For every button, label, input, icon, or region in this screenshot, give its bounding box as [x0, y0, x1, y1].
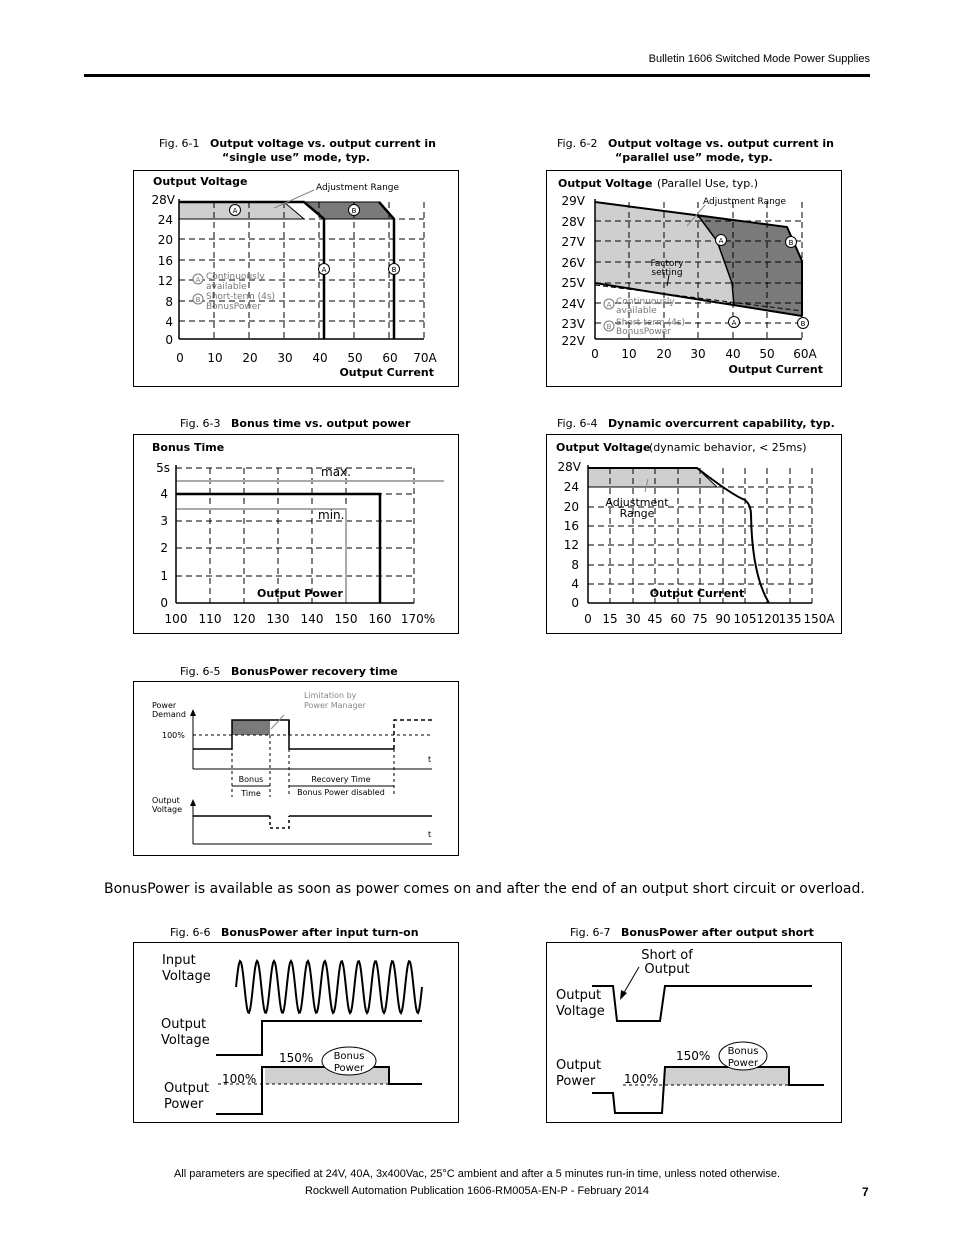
- svg-text:B: B: [195, 296, 201, 304]
- fig6-ov-label-1: Output: [161, 1017, 207, 1032]
- fig2-number: Fig. 6-2: [557, 137, 598, 150]
- fig1-title-line1: Output voltage vs. output current in: [210, 137, 436, 150]
- fig2-xtick: 60A: [793, 347, 817, 361]
- fig1-area-continuous: [179, 202, 304, 219]
- fig4-ytick: 8: [571, 558, 579, 572]
- fig4-xticks: [584, 612, 835, 626]
- fig3-ytick: 3: [160, 514, 168, 528]
- fig1-annotation: Adjustment Range: [316, 183, 400, 193]
- fig4-title: Dynamic overcurrent capability, typ.: [608, 417, 835, 430]
- fig6-svg: [134, 943, 460, 1124]
- fig7-title: BonusPower after output short: [621, 926, 814, 939]
- fig3-xtick: 130: [266, 612, 290, 626]
- fig2-ytick: 23V: [561, 317, 585, 331]
- fig6-input-label-1: Input: [162, 953, 196, 968]
- fig1-ylabel: Output Voltage: [153, 175, 248, 188]
- fig1-xtick: 40: [312, 351, 328, 365]
- fig1-marker-a-top: [230, 205, 241, 216]
- fig4-ytick: 0: [571, 596, 579, 610]
- fig3-ytick: 4: [160, 487, 168, 501]
- fig6-100pct: 100%: [222, 1072, 257, 1086]
- fig7-100pct: 100%: [624, 1072, 659, 1086]
- fig3-xticks: [165, 612, 436, 626]
- svg-text:A: A: [195, 276, 201, 284]
- fig4-xtick: 0: [584, 612, 592, 626]
- fig5-output-arrow: [190, 799, 196, 806]
- fig4-ytick: 24: [563, 480, 579, 494]
- fig4-ytick: 28V: [557, 460, 581, 474]
- fig1-ytick: 20: [157, 233, 173, 247]
- fig6-bonus-2: Power: [333, 1063, 365, 1074]
- fig7-caption: [570, 926, 814, 939]
- fig6-150pct: 150%: [279, 1051, 314, 1065]
- fig1-legend: [193, 272, 275, 312]
- fig1-xtick: 70A: [413, 351, 437, 365]
- fig2-legend: [604, 297, 685, 337]
- fig4-xtick: 105: [733, 612, 757, 626]
- fig2-marker-b-bot: [798, 318, 809, 329]
- fig4-xtick: 30: [625, 612, 641, 626]
- fig7-svg: [547, 943, 843, 1124]
- fig6-bonus-1: Bonus: [333, 1051, 365, 1062]
- fig1-ytick: 16: [157, 254, 173, 268]
- fig1-xlabel: Output Current: [339, 366, 434, 379]
- fig7-short-leader: [622, 967, 639, 996]
- fig1-xtick: 20: [242, 351, 258, 365]
- fig4-ytick: 20: [563, 500, 579, 514]
- fig1-marker-b-top: [349, 205, 360, 216]
- body-paragraph: BonusPower is available as soon as power comes on and after the end of an output short circuit or overload.: [104, 881, 865, 897]
- fig4-ytick: 16: [563, 519, 579, 533]
- fig1-xtick: 30: [277, 351, 293, 365]
- fig5-time-label: Time: [241, 789, 261, 798]
- fig5-power-label-2: Demand: [152, 710, 186, 719]
- fig2-title-line2: “parallel use” mode, typ.: [615, 151, 773, 164]
- fig1-legend-a2: available: [206, 282, 247, 292]
- svg-text:A: A: [606, 301, 612, 309]
- fig4-xtick: 135: [778, 612, 802, 626]
- fig4-ylabel-note: (dynamic behavior, < 25ms): [649, 441, 807, 454]
- fig1-marker-b-vert: [389, 264, 400, 275]
- fig7-ov-label-1: Output: [556, 988, 602, 1003]
- fig3-grid: [176, 468, 414, 603]
- fig2-ylabel: Output Voltage: [558, 177, 653, 190]
- svg-text:B: B: [800, 320, 806, 328]
- fig5-demand-arrow: [190, 709, 196, 716]
- fig4-caption: [557, 417, 835, 430]
- fig5-t-top: t: [428, 755, 432, 764]
- fig2-ytick: 26V: [561, 256, 585, 270]
- fig5-output-label-1: Output: [152, 796, 180, 805]
- footer-publication: Rockwell Automation Publication 1606-RM005A-EN-P - February 2014: [304, 1185, 650, 1197]
- fig4-area: [588, 468, 717, 487]
- fig5-recovery-label: Recovery Time: [311, 775, 371, 784]
- fig1-legend-b1: Short-term (4s): [206, 292, 276, 302]
- svg-text:B: B: [351, 207, 357, 215]
- fig1-xtick: 50: [347, 351, 363, 365]
- fig2-marker-a-bot: [729, 317, 740, 328]
- fig1-xtick: 10: [207, 351, 223, 365]
- fig2-legend-b2: BonusPower: [616, 327, 671, 337]
- fig3-number: Fig. 6-3: [180, 417, 221, 430]
- fig3-title: Bonus time vs. output power: [231, 417, 411, 430]
- fig7-bonus-1: Bonus: [727, 1046, 759, 1057]
- fig5-power-label-1: Power: [152, 701, 177, 710]
- fig4-grid: [588, 468, 812, 603]
- fig3-svg: [134, 435, 460, 635]
- fig4-xtick: 45: [647, 612, 663, 626]
- fig2-ytick: 22V: [561, 334, 585, 348]
- fig1-number: Fig. 6-1: [159, 137, 200, 150]
- fig5-number: Fig. 6-5: [180, 665, 221, 678]
- fig5-diagram: [133, 681, 459, 856]
- fig6-number: Fig. 6-6: [170, 926, 211, 939]
- fig7-short-1: Short of: [641, 948, 693, 963]
- fig2-ytick: 28V: [561, 215, 585, 229]
- fig7-op-label-1: Output: [556, 1058, 602, 1073]
- fig3-xtick: 120: [232, 612, 256, 626]
- fig7-short-2: Output: [644, 962, 690, 977]
- fig7-150pct: 150%: [676, 1049, 711, 1063]
- fig4-annotation-line1: Adjustment: [605, 496, 669, 509]
- fig3-max-label: max.: [321, 465, 351, 479]
- fig5-limited-area: [232, 720, 270, 735]
- fig4-chart: [546, 434, 842, 634]
- fig2-xtick: 40: [725, 347, 741, 361]
- footer-note: All parameters are specified at 24V, 40A, 3x400Vac, 25°C ambient and after a 5 minutes run-in time, unless noted otherwise.: [173, 1168, 781, 1180]
- fig3-xtick: 170%: [400, 612, 436, 626]
- fig1-ytick: 8: [165, 295, 173, 309]
- fig2-ylabel-note: (Parallel Use, typ.): [657, 177, 759, 190]
- fig3-yticks: [156, 461, 170, 610]
- fig6-input-label-2: Voltage: [162, 969, 211, 984]
- fig1-title-line2: “single use” mode, typ.: [222, 151, 371, 164]
- svg-text:A: A: [731, 319, 737, 327]
- fig2-marker-a-top: [716, 235, 727, 246]
- fig1-xticks: [176, 351, 437, 365]
- fig4-xtick: 90: [715, 612, 731, 626]
- fig3-xtick: 160: [368, 612, 392, 626]
- fig1-yticks: [152, 193, 176, 347]
- fig5-100pct: 100%: [162, 731, 185, 740]
- fig1-legend-b2: BonusPower: [206, 302, 261, 312]
- fig2-xticks: [591, 347, 817, 361]
- fig2-factory-line2: setting: [651, 268, 683, 278]
- fig2-annotation: Adjustment Range: [703, 197, 787, 207]
- fig7-short-arrow: [620, 990, 627, 1000]
- fig6-diagram: [133, 942, 459, 1123]
- fig3-min-label: min.: [318, 508, 345, 522]
- fig2-ytick: 25V: [561, 276, 585, 290]
- fig1-legend-a1: Continuously: [206, 272, 265, 282]
- fig6-caption: [170, 926, 419, 939]
- fig5-output-label-2: Voltage: [152, 805, 183, 814]
- fig4-yticks: [558, 460, 582, 610]
- fig2-caption: [557, 137, 834, 150]
- fig3-ytick: 2: [160, 541, 168, 555]
- fig5-t-bottom: t: [428, 830, 432, 839]
- fig7-bonus-area: [665, 1067, 789, 1085]
- fig5-bonus-label: Bonus: [238, 775, 264, 784]
- fig2-yticks: [562, 194, 586, 348]
- fig3-xtick: 110: [198, 612, 222, 626]
- fig4-xtick: 150A: [803, 612, 835, 626]
- fig2-chart: [546, 170, 842, 387]
- fig5-output-dip: [270, 816, 289, 828]
- fig7-diagram: [546, 942, 842, 1123]
- fig6-output-voltage: [216, 1021, 422, 1055]
- header-rule: [84, 74, 870, 77]
- fig2-marker-b-top: [786, 237, 797, 248]
- fig4-xtick: 75: [692, 612, 708, 626]
- fig4-ytick: 12: [563, 538, 579, 552]
- fig2-xtick: 50: [759, 347, 775, 361]
- svg-text:B: B: [391, 266, 397, 274]
- fig2-xtick: 10: [621, 347, 637, 361]
- fig7-ov-label-2: Voltage: [556, 1004, 605, 1019]
- fig2-legend-a1: Continuously: [616, 297, 675, 307]
- svg-text:A: A: [321, 266, 327, 274]
- fig4-xtick: 15: [602, 612, 618, 626]
- fig2-ytick: 29V: [561, 194, 585, 208]
- fig2-svg: [547, 171, 843, 388]
- fig4-xtick: 120: [756, 612, 780, 626]
- fig1-marker-a-vert: [319, 264, 330, 275]
- svg-text:A: A: [232, 207, 238, 215]
- fig1-svg: [134, 171, 460, 388]
- fig3-chart: [133, 434, 459, 634]
- fig4-annotation-line2: Range: [619, 507, 655, 520]
- fig1-xtick: 0: [176, 351, 184, 365]
- fig2-ytick: 24V: [561, 297, 585, 311]
- fig1-caption: [159, 137, 436, 150]
- fig1-ytick: 28V: [151, 193, 175, 207]
- fig1-ytick: 12: [157, 274, 173, 288]
- fig4-number: Fig. 6-4: [557, 417, 598, 430]
- fig1-curve-a: [179, 202, 324, 339]
- fig4-ylabel: Output Voltage: [556, 441, 651, 454]
- fig3-caption: [180, 417, 410, 430]
- svg-text:A: A: [718, 237, 724, 245]
- fig3-xlabel: Output Power: [257, 587, 343, 600]
- fig5-title: BonusPower recovery time: [231, 665, 398, 678]
- fig4-xtick: 60: [670, 612, 686, 626]
- fig6-op-label-2: Power: [164, 1097, 204, 1112]
- fig6-op-label-1: Output: [164, 1081, 210, 1096]
- fig5-limit-leader: [271, 715, 284, 729]
- fig3-xtick: 150: [334, 612, 358, 626]
- fig1-ytick: 4: [165, 315, 173, 329]
- svg-text:B: B: [788, 239, 794, 247]
- fig7-op-label-2: Power: [556, 1074, 596, 1089]
- fig1-ytick: 24: [157, 213, 173, 227]
- fig7-number: Fig. 6-7: [570, 926, 611, 939]
- fig2-xtick: 30: [690, 347, 706, 361]
- fig2-xtick: 0: [591, 347, 599, 361]
- page-header: Bulletin 1606 Switched Mode Power Supplies: [648, 53, 870, 65]
- fig5-disabled-label: Bonus Power disabled: [297, 788, 385, 797]
- svg-text:B: B: [606, 323, 612, 331]
- fig5-svg: [134, 682, 460, 857]
- fig5-caption: [180, 665, 398, 678]
- fig1-ytick: 0: [165, 333, 173, 347]
- fig5-limit-1: Limitation by: [304, 691, 357, 700]
- fig6-title: BonusPower after input turn-on: [221, 926, 419, 939]
- fig6-input-sine: [236, 961, 422, 1013]
- fig4-ytick: 4: [571, 577, 579, 591]
- fig4-xlabel: Output Current: [649, 587, 745, 600]
- fig7-bonus-2: Power: [727, 1058, 759, 1069]
- fig2-title-line1: Output voltage vs. output current in: [608, 137, 834, 150]
- fig3-ytick: 0: [160, 596, 168, 610]
- page-number: 7: [862, 1185, 869, 1199]
- fig3-ylabel: Bonus Time: [152, 441, 225, 454]
- fig6-ov-label-2: Voltage: [161, 1033, 210, 1048]
- fig2-ytick: 27V: [561, 235, 585, 249]
- fig1-grid: [179, 202, 424, 339]
- fig1-xtick: 60: [382, 351, 398, 365]
- fig2-factory-line1: Factory: [650, 259, 684, 269]
- fig3-ytick: 5s: [156, 461, 170, 475]
- fig2-xtick: 20: [656, 347, 672, 361]
- fig2-legend-b1: Short-term (4s): [616, 318, 686, 328]
- fig3-xtick: 140: [300, 612, 324, 626]
- fig2-legend-a2: available: [616, 306, 657, 316]
- fig5-limit-2: Power Manager: [304, 701, 366, 710]
- fig3-xtick: 100: [164, 612, 188, 626]
- fig3-ytick: 1: [160, 569, 168, 583]
- fig2-xlabel: Output Current: [728, 363, 823, 376]
- fig4-svg: [547, 435, 843, 635]
- fig1-chart: [133, 170, 459, 387]
